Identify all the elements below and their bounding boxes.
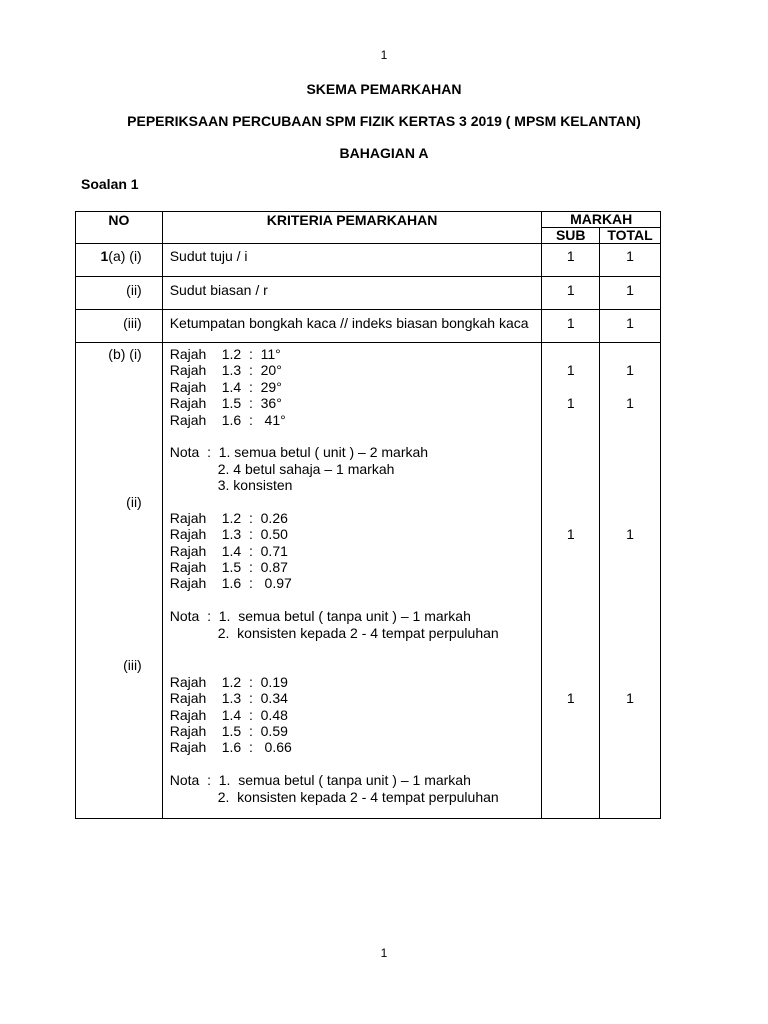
note-line: 3. konsisten [217,477,293,494]
sub-mark: 1 [542,277,600,310]
total-mark: 1 [600,310,661,343]
note-line: Nota : 1. semua betul ( tanpa unit ) – 1 markah [169,772,471,789]
table-row [76,277,661,310]
header-total: TOTAL [600,228,661,244]
note-line: 2. 4 betul sahaja – 1 markah [217,460,395,477]
criteria-text: Ketumpatan bongkah kaca // indeks biasan bongkah kaca [162,310,542,343]
header-sub: SUB [542,228,600,244]
note-line: 2. konsisten kepada 2 - 4 tempat perpuluhan [217,624,499,641]
total-mark: 1 [600,277,661,310]
part-b-ii-label: (ii) [126,493,142,510]
page-number-top: 1 [380,48,388,62]
header-no: NO [76,212,163,244]
part-b-i-label: (b) (i) [108,346,142,362]
table-row [76,244,661,277]
note-line: Nota : 1. semua betul ( tanpa unit ) – 1 markah [169,608,471,625]
header-markah: MARKAH [542,212,661,228]
note-line: Nota : 1. semua betul ( unit ) – 2 markah [169,444,429,461]
section-heading: BAHAGIAN A [339,145,429,161]
criteria-text: Sudut biasan / r [162,277,542,310]
sub-mark: 1 1 1 1 [542,343,600,819]
row-number: 1(a) (i) [76,244,163,277]
header-criteria: KRITERIA PEMARKAHAN [162,212,542,244]
criteria-text: Rajah 1.2 : 11° Rajah 1.3 : 20° Rajah 1.4 : 29° Rajah 1.5 : 36° Rajah 1.6 : 41° Nota : 1. semua betul ( unit ) – 2 markah 2. 4 betul sahaja – 1 markah 3. konsisten Rajah 1.2 : 0.26 Rajah 1.3 : 0.50 Rajah 1.4 : 0.71 Rajah 1.5 : 0.87 Rajah 1.6 : 0.97 Nota : 1. semua betul ( tanpa unit ) – 1 markah 2. konsisten kepada 2 - 4 tempat perpuluhan Rajah 1.2 : 0.19 Rajah 1.3 : 0.34 Rajah 1.4 : 0.48 Rajah 1.5 : 0.59 Rajah 1.6 : 0.66 Nota : 1. semua betul ( tanpa unit ) – 1 markah 2. konsisten kepada 2 - 4 tempat perpuluhan [162,343,542,819]
total-mark: 1 [600,244,661,277]
document-title: SKEMA PEMARKAHAN [306,81,462,97]
sub-mark: 1 [542,244,600,277]
table-row-part-b [76,343,661,819]
page-number-bottom: 1 [380,946,388,960]
total-mark: 1 1 1 1 [600,343,661,819]
row-number: (ii) [76,277,163,310]
sub-mark: 1 [542,310,600,343]
question-label: Soalan 1 [81,176,139,192]
row-number: (iii) [76,310,163,343]
note-line: 2. konsisten kepada 2 - 4 tempat perpuluhan [217,788,499,805]
marking-scheme-table [75,211,661,819]
document-subtitle: PEPERIKSAAN PERCUBAAN SPM FIZIK KERTAS 3 2019 ( MPSM KELANTAN) [127,113,641,129]
table-row [76,310,661,343]
part-b-iii-label: (iii) [123,657,142,674]
row-number [76,343,163,819]
criteria-text: Sudut tuju / i [162,244,542,277]
